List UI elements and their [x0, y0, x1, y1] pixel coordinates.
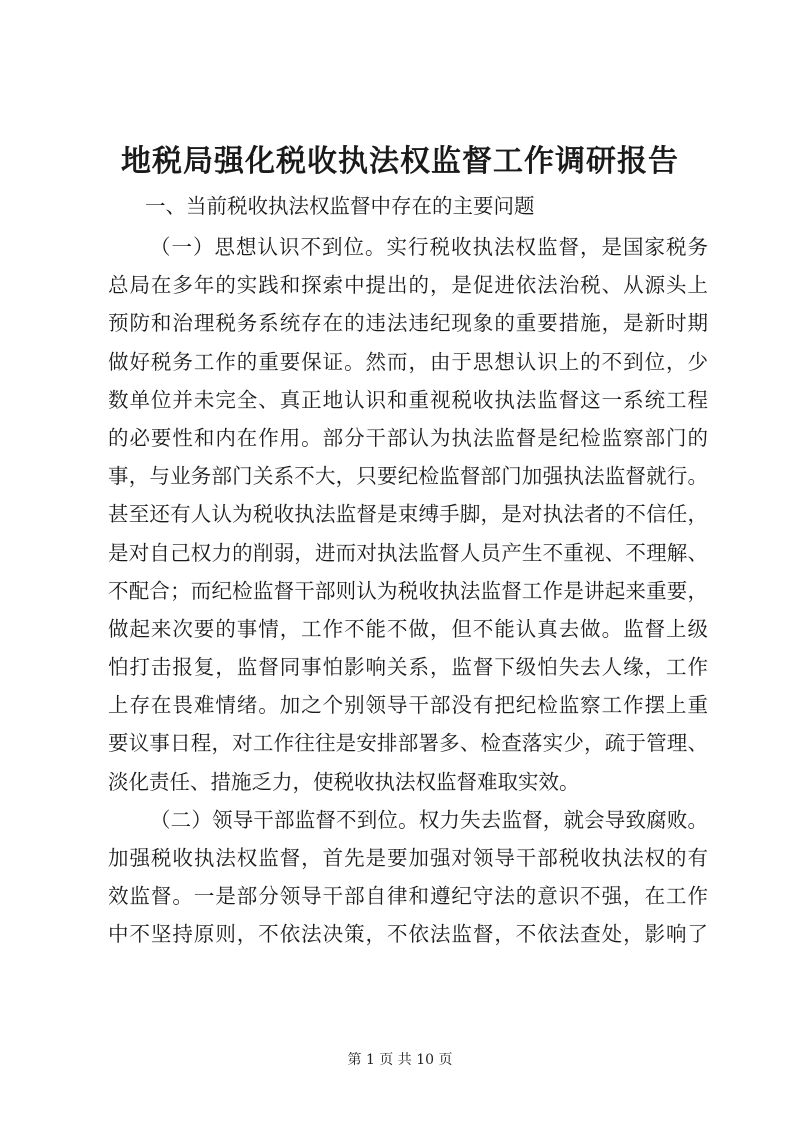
- body-line: 事，与业务部门关系不大，只要纪检监督部门加强执法监督就行。: [108, 464, 708, 489]
- body-line: 淡化责任、措施乏力，使税收执法权监督难取实效。: [108, 769, 580, 794]
- body-line: 是对自己权力的削弱，进而对执法监督人员产生不重视、不理解、: [108, 540, 708, 565]
- section-heading: 一、当前税收执法权监督中存在的主要问题: [145, 194, 535, 218]
- page-footer: 第 1 页 共 10 页: [347, 1052, 453, 1068]
- body-line: （二）领导干部监督不到位。权力失去监督，就会导致腐败。: [150, 807, 708, 832]
- body-line: 做起来次要的事情，工作不能不做，但不能认真去做。监督上级: [108, 616, 708, 641]
- body-line: 加强税收执法权监督，首先是要加强对领导干部税收执法权的有: [108, 846, 708, 870]
- body-line: 的必要性和内在作用。部分干部认为执法监督是纪检监察部门的: [108, 425, 708, 450]
- body-line: 上存在畏难情绪。加之个别领导干部没有把纪检监察工作摆上重: [108, 693, 708, 718]
- body-line: 甚至还有人认为税收执法监督是束缚手脚，是对执法者的不信任，: [108, 502, 708, 527]
- body-line: 中不坚持原则，不依法决策，不依法监督，不依法查处，影响了: [108, 922, 708, 947]
- body-line: （一）思想认识不到位。实行税收执法权监督，是国家税务: [150, 235, 708, 259]
- document-title: 地税局强化税收执法权监督工作调研报告: [121, 144, 679, 179]
- body-line: 效监督。一是部分领导干部自律和遵纪守法的意识不强，在工作: [108, 884, 708, 909]
- body-line: 怕打击报复，监督同事怕影响关系，监督下级怕失去人缘，工作: [108, 655, 708, 680]
- body-line: 预防和治理税务系统存在的违法违纪现象的重要措施，是新时期: [108, 311, 708, 336]
- body-line: 数单位并未完全、真正地认识和重视税收执法监督这一系统工程: [108, 387, 708, 412]
- body-text: [108, 228, 708, 954]
- body-line: 不配合；而纪检监督干部则认为税收执法监督工作是讲起来重要，: [108, 578, 708, 603]
- body-line: 做好税务工作的重要保证。然而，由于思想认识上的不到位，少: [108, 349, 708, 374]
- body-line: 总局在多年的实践和探索中提出的，是促进依法治税、从源头上: [108, 273, 708, 298]
- body-line: 要议事日程，对工作往往是安排部署多、检查落实少，疏于管理、: [108, 731, 708, 756]
